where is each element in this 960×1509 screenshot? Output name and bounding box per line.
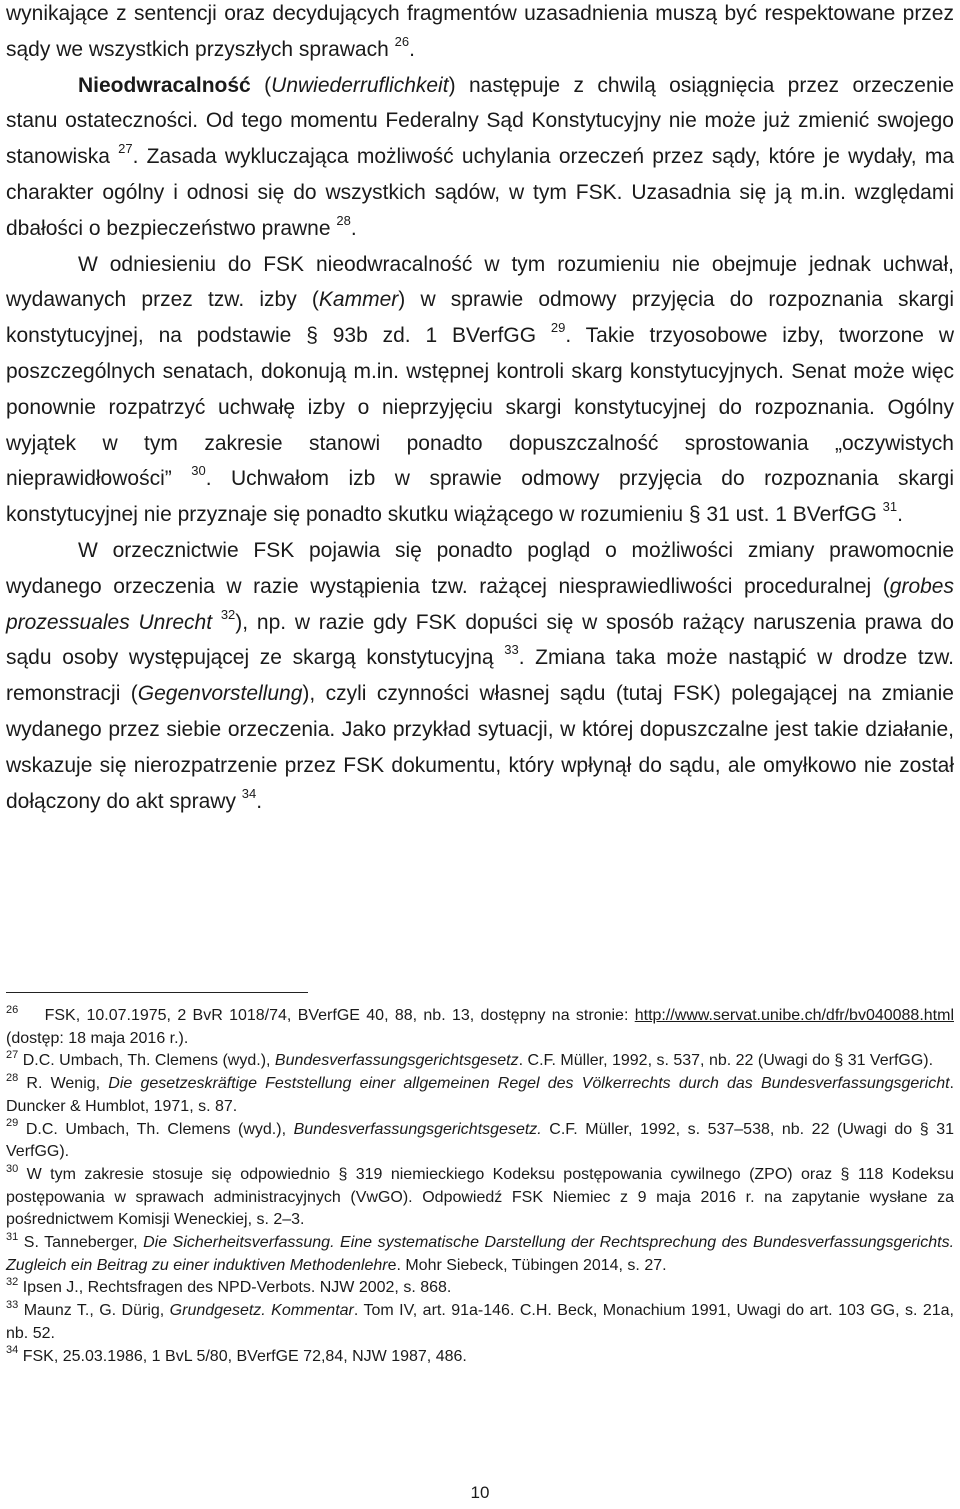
- text-run: . Takie trzyosobowe izby, tworzone w poszczególnych senatach, dokonują m.in. wstępnej kontroli skarg konstytucyjnych. Senat może więc ponownie rozpatrzyć uchwałę izby o nieprzyjęciu skargi konstytucyjnej do rozpoznania. Ogólny wyjątek w tym zakresie stanowi ponadto dopuszczalność sprostowania „oczywistych nieprawidłowości”: [6, 324, 954, 491]
- footnote: [6, 1050, 954, 1073]
- italic-text: grobes prozessuales Unrecht: [6, 574, 954, 634]
- italic-text: Die gesetzeskräftige Feststellung einer allgemeinen Regel des Völkerrechts durch das Bundesverfassungsgericht: [108, 1075, 950, 1093]
- text-run: .: [350, 216, 357, 240]
- footnote: [6, 1005, 954, 1050]
- footnote: [6, 1277, 954, 1300]
- text-run: . Zasada wykluczająca możliwość uchylania orzeczeń przez sądy, które je wydały, ma charakter ogólny i odnosi się do wszystkich sądów, w tym FSK. Uzasadnia się ją m.in. względami dbałości o bezpieczeństwo prawne: [6, 145, 954, 240]
- text-run: . Uchwałom izb w sprawie odmowy przyjęcia do rozpoznania skargi konstytucyjnej nie przyznaje się ponadto skutku wiążącego w rozumieniu § 31 ust. 1 BVerfGG: [6, 467, 955, 527]
- text-run: D.C. Umbach, Th. Clemens (wyd.),: [22, 1052, 275, 1070]
- footnote-number: 32: [6, 1276, 19, 1289]
- italic-text: Die Sicherheitsverfassung. Eine systematische Darstellung der Rechtsprechung des Bundesverfassungsgerichts. Zugleich ein Beitrag zu einer induktiven Methodenlehr: [6, 1234, 955, 1274]
- italic-text: Gegenvorstellung: [137, 682, 303, 706]
- bold-term: Nieodwracalność: [78, 73, 251, 97]
- text-run: . Tom IV, art. 91a-146. C.H. Beck, Monachium 1991, Uwagi do art. 103 GG, s. 21a, nb. 52.: [6, 1302, 955, 1342]
- footnote-reference: 30: [191, 463, 206, 479]
- text-run: .: [897, 503, 903, 527]
- italic-text: Bundesverfassungsgerichtsgesetz.: [293, 1120, 542, 1138]
- text-run: Nieodwracalność (: [78, 73, 272, 97]
- url-link[interactable]: http://www.servat.unibe.ch/dfr/bv040088.html: [634, 1007, 954, 1024]
- text-run: C.F. Müller, 1992, s. 537–538, nb. 22 (Uwagi do § 31 VerfGG).: [6, 1120, 954, 1161]
- footnote: [6, 1300, 954, 1345]
- italic-text: Bundesverfassungsgerichtsgesetz: [274, 1052, 519, 1070]
- footnote-number: 28: [6, 1071, 19, 1084]
- paragraph: [6, 68, 954, 247]
- italic-text: Kammer: [318, 288, 399, 312]
- text-run: D.C. Umbach, Th. Clemens (wyd.),: [25, 1120, 294, 1138]
- footnote-number: 26: [6, 1003, 19, 1016]
- footnotes: [6, 1005, 954, 1368]
- footnote-reference: 33: [504, 642, 519, 658]
- footnote: [6, 1073, 954, 1118]
- text-run: Maunz T., G. Dürig,: [23, 1302, 170, 1320]
- text-run: S. Tanneberger,: [23, 1234, 144, 1252]
- text-run: ), np. w razie gdy FSK dopuści się w sposób rażący naruszenia prawa do sądu osoby występującej ze skargą konstytucyjną: [6, 610, 954, 670]
- footnote: [6, 1346, 954, 1369]
- footnote-reference: 29: [550, 320, 566, 336]
- footnote-reference: 32: [220, 606, 236, 622]
- text-run: Ipsen J., Rechtsfragen des NPD-Verbots. NJW 2002, s. 868.: [22, 1279, 452, 1297]
- text-run: W odniesieniu do FSK nieodwracalność w tym rozumieniu nie obejmuje jednak uchwał, wydawanych przez tzw. izby (: [6, 252, 954, 312]
- text-run: ) w sprawie odmowy przyjęcia do rozpoznania skargi konstytucyjnej, na podstawie § 93b zd. 1 BVerfGG: [6, 288, 954, 348]
- footnote-number: 31: [6, 1230, 19, 1243]
- footnote-reference: 31: [882, 499, 898, 515]
- text-run: W orzecznictwie FSK pojawia się ponadto pogląd o możliwości zmiany prawomocnie wydanego orzeczenia w razie wystąpienia tzw. rażącej niesprawiedliwości proceduralnej (: [6, 538, 954, 598]
- paragraph: [6, 0, 954, 68]
- body-text: [6, 0, 954, 819]
- footnote: [6, 1164, 954, 1232]
- paragraph: [6, 247, 954, 533]
- text-run: (dostęp: 18 maja 2016 r.).: [6, 1029, 189, 1047]
- text-run: . Duncker & Humblot, 1971, s. 87.: [6, 1075, 954, 1115]
- text-run: W tym zakresie stosuje się odpowiednio § 319 niemieckiego Kodeksu postępowania cywilnego (ZPO) oraz § 118 Kodeksu postępowania w sprawach administracyjnych (VwGO). Odpowiedź FSK Niemiec z 9 maja 2016 r. na zapytanie wysłane za pośrednictwem Komisji Weneckiej, s. 2–3.: [6, 1165, 954, 1229]
- footnote-separator: [6, 992, 308, 993]
- text-run: ) następuje z chwilą osiągnięcia przez orzeczenie stanu ostateczności. Od tego momentu Federalny Sąd Konstytucyjny nie może już zmienić swojego stanowiska: [6, 73, 954, 169]
- text-run: FSK, 10.07.1975, 2 BvR 1018/74, BVerfGE 40, 88, nb. 13, dostępny na stronie:: [44, 1007, 635, 1024]
- text-run: e. Mohr Siebeck, Tübingen 2014, s. 27.: [387, 1256, 667, 1274]
- page-number: 10: [470, 1483, 490, 1502]
- text-run: wynikające z sentencji oraz decydujących fragmentów uzasadnienia muszą być respektowane przez sądy we wszystkich przyszłych sprawach: [6, 2, 954, 61]
- text-run: FSK, 25.03.1986, 1 BvL 5/80, BVerfGE 72,84, NJW 1987, 486.: [22, 1347, 467, 1365]
- text-run: .: [256, 789, 263, 813]
- text-run: .: [409, 37, 415, 61]
- text-run: ), czyli czynności własnej sądu (tutaj FSK) polegającej na zmianie wydanego przez siebie orzeczenia. Jako przykład sytuacji, w której dopuszczalne jest takie działanie, wskazuje się nierozpatrzenie przez FSK dokumentu, który wpłynął do sądu, ale omyłkowo nie został dołączony do akt sprawy: [6, 682, 954, 813]
- paragraph: [6, 533, 954, 819]
- text-run: R. Wenig,: [26, 1075, 109, 1093]
- document-page: [6, 0, 954, 1509]
- footnote-reference: 27: [118, 141, 133, 157]
- footnote-reference: 26: [394, 33, 410, 49]
- footnote-number: 29: [6, 1117, 19, 1130]
- italic-text: Unwiederruflichkeit: [271, 73, 449, 97]
- text-run: . C.F. Müller, 1992, s. 537, nb. 22 (Uwagi do § 31 VerfGG).: [518, 1052, 934, 1070]
- footnote-number: 27: [6, 1049, 19, 1062]
- text-run: . Zmiana taka może nastąpić w drodze tzw. remonstracji (: [6, 646, 954, 706]
- footnote-reference: 28: [336, 212, 351, 228]
- italic-text: Grundgesetz. Kommentar: [169, 1302, 354, 1320]
- footnote-number: 33: [6, 1298, 19, 1311]
- footnote: [6, 1232, 954, 1277]
- text-run: [212, 611, 221, 634]
- footnote-reference: 34: [241, 785, 257, 801]
- footnote-number: 30: [6, 1162, 19, 1175]
- footnote-number: 34: [6, 1344, 19, 1357]
- footnote: [6, 1119, 954, 1164]
